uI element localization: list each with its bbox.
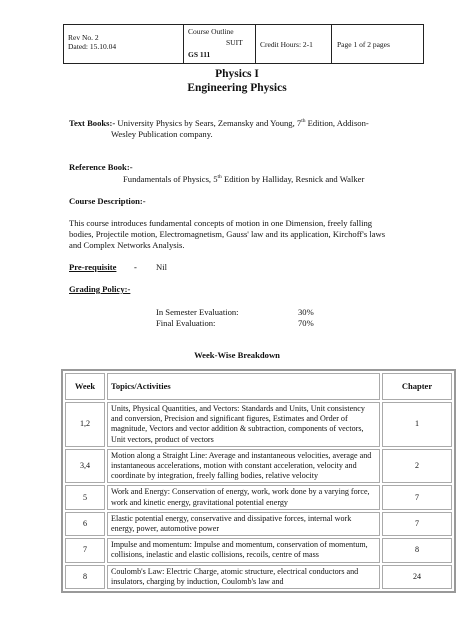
text-books-sup: th [301,118,306,125]
table-row [65,538,452,562]
page-count: Page 1 of 2 pages [337,40,390,49]
breakdown-title: Week-Wise Breakdown [194,350,280,360]
table-row [65,512,452,536]
week-cell: 3,4 [65,449,105,484]
topic-cell: Elastic potential energy, conservative and dissipative forces, internal work energy, power, automotive power [107,512,380,536]
topic-cell: Impulse and momentum: Impulse and momentum, conservation of momentum, collisions, inelastic and elastic collisions, recoils, centre of mass [107,538,380,562]
course-outline-label: Course Outline [188,27,234,36]
week-cell: 7 [65,538,105,562]
table-row [65,485,452,509]
topic-cell: Coulomb's Law: Electric Charge, atomic structure, electrical conductors and insulators, charging by induction, Coulomb's law and [107,565,380,589]
text-books-value: University Physics by Sears, Zemansky and Young, 7 [115,118,302,128]
grading-item-name: Final Evaluation: [156,318,216,328]
reference-text: Fundamentals of Physics, 5 [123,174,218,184]
week-breakdown-table [61,369,456,593]
header-rev-cell [64,25,184,63]
header-credit-cell [256,25,332,63]
topic-cell: Work and Energy: Conservation of energy, work, work done by a varying force, work and kinetic energy, gravitational potential energy [107,485,380,509]
reference-sup: th [217,174,222,181]
rev-number: Rev No. 2 [68,33,99,42]
prerequisite-dash: - [134,262,137,272]
header-topics: Topics/Activities [107,373,380,400]
chapter-cell: 1 [382,402,452,447]
text-books-value-end: Edition, Addison- [305,118,369,128]
table-row [65,449,452,484]
week-cell: 6 [65,512,105,536]
suit-label: SUIT [226,38,243,47]
description-line-1: This course introduces fundamental concepts of motion in one Dimension, freely falling [69,218,373,228]
week-cell: 1,2 [65,402,105,447]
chapter-cell: 2 [382,449,452,484]
prerequisite-label: Pre-requisite [69,262,117,272]
table-row [65,402,452,447]
grading-label: Grading Policy:- [69,284,131,294]
chapter-cell: 7 [382,485,452,509]
grading-item-value: 30% [298,307,314,317]
title-physics: Physics I [215,68,259,80]
topic-cell: Units, Physical Quantities, and Vectors: Standards and Units, Unit consistency and conversion, Precision and significant figures, Estimates and Order of magnitude, Vectors and vector addition & subtraction, components of vectors, Unit vectors, product of vectors [107,402,380,447]
text-books-label: Text Books:- [69,118,116,128]
header-chapter: Chapter [382,373,452,400]
table-header-row [65,373,452,400]
header-page-cell [332,25,423,63]
reference-label: Reference Book:- [69,162,133,172]
text-books-line2: Wesley Publication company. [111,129,213,139]
chapter-cell: 24 [382,565,452,589]
rev-date: Dated: 15.10.04 [68,42,117,51]
reference-text-end: Edition by Halliday, Resnick and Walker [221,174,365,184]
header-week: Week [65,373,105,400]
header-course-cell [184,25,256,63]
course-code: GS 111 [188,50,211,59]
reference-value [123,174,453,185]
week-cell: 8 [65,565,105,589]
credit-hours: Credit Hours: 2-1 [260,40,313,49]
week-cell: 5 [65,485,105,509]
chapter-cell: 8 [382,538,452,562]
description-line-2: bodies, Projectile motion, Electromagnetism, Gauss' law and its application, Kirchoff's laws [69,229,386,239]
prerequisite-value: Nil [156,262,167,272]
text-books [69,118,449,129]
description-label: Course Description:- [69,196,146,206]
table-row [65,565,452,589]
topic-cell: Motion along a Straight Line: Average and instantaneous velocities, average and instantaneous accelerations, motion with constant acceleration, velocity and coordinate by integration, freely falling bodies, relative velocity [107,449,380,484]
header-box [63,24,424,64]
grading-item-value: 70% [298,318,314,328]
grading-item-name: In Semester Evaluation: [156,307,239,317]
description-line-3: and Complex Networks Analysis. [69,240,185,250]
title-engineering-physics: Engineering Physics [187,82,287,94]
chapter-cell: 7 [382,512,452,536]
